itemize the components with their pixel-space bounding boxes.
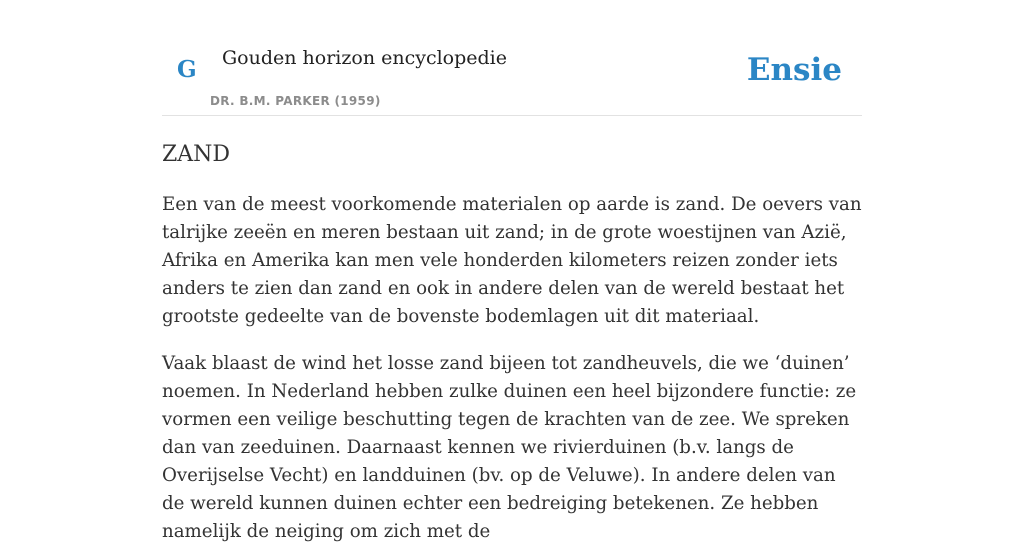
book-author: DR. B.M. PARKER (1959) — [210, 94, 381, 108]
brand-logo[interactable]: Ensie — [746, 52, 842, 88]
article — [162, 140, 862, 546]
book-logo[interactable]: G — [177, 56, 197, 83]
article-title: ZAND — [162, 142, 231, 167]
article-paragraph: Een van de meest voorkomende materialen op aarde is zand. De oevers van talrijke zeeën en meren bestaan uit zand; in de grote woestijnen van Azië, Afrika en Amerika kan men vele honderden kilometers reizen zonder iets anders te zien dan zand en ook in andere delen van de wereld bestaat het grootste gedeelte van de bovenste bodemlagen uit dit materiaal. — [162, 194, 862, 327]
book-title[interactable]: Gouden horizon encyclopedie — [222, 47, 507, 69]
article-paragraph: Vaak blaast de wind het losse zand bijeen tot zandheuvels, die we ‘duinen’ noemen. In Nederland hebben zulke duinen een heel bijzondere functie: ze vormen een veilige beschutting tegen de krachten van de zee. We spreken dan van zeeduinen. Daarnaast kennen we rivierduinen (b.v. langs de Overijselse Vecht) en landduinen (bv. op de Veluwe). In andere delen van de wereld kunnen duinen echter een bedreiging betekenen. Ze hebben namelijk de neiging om zich met de — [162, 353, 857, 542]
header — [162, 0, 862, 116]
